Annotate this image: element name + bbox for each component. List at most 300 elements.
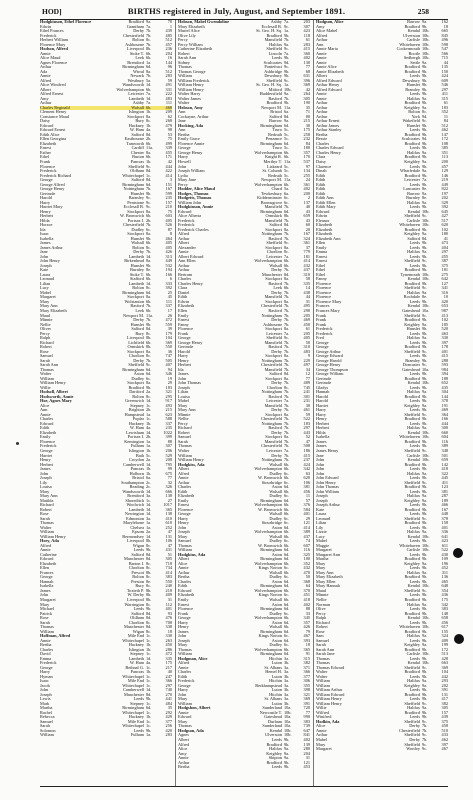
entry-volume: 5c. bbox=[146, 452, 152, 458]
entry-district: Leeds bbox=[409, 205, 420, 210]
entry-page: 236 bbox=[165, 46, 172, 52]
entry-district: Leeds bbox=[409, 489, 420, 494]
entry-page: 385 bbox=[441, 145, 448, 151]
entry-name: Bertha bbox=[178, 765, 190, 770]
entry-page: 75 bbox=[167, 208, 172, 214]
entry-name: Henry bbox=[316, 417, 327, 422]
entry-page: 584 bbox=[303, 506, 310, 512]
entry-name: Charles bbox=[178, 670, 192, 675]
entry-name: Agnes Florence bbox=[40, 60, 68, 65]
entry-name: James bbox=[178, 372, 189, 377]
entry-name: Mary Hannah bbox=[316, 584, 340, 589]
entry-volume: 6c. bbox=[284, 195, 290, 201]
entry-volume: 8a. bbox=[146, 149, 152, 155]
entry-district: Wigan bbox=[132, 629, 144, 634]
entry-page: 330 bbox=[441, 335, 448, 341]
entry-district: Leicester bbox=[266, 448, 282, 453]
entry-name: Hannah bbox=[316, 390, 330, 395]
entry-name: Mary bbox=[40, 602, 50, 607]
entry-volume: 8b. bbox=[146, 344, 152, 350]
entry-name: Herbert bbox=[316, 421, 330, 426]
entry-name: Daniel bbox=[178, 290, 190, 295]
entry-name: Leonard bbox=[316, 516, 331, 521]
entry-page: 508 bbox=[303, 443, 310, 449]
entry-page: 167 bbox=[165, 186, 172, 192]
entry-volume: 8c. bbox=[422, 109, 428, 115]
entry-page: 566 bbox=[441, 50, 448, 56]
entry-volume: 9d. bbox=[284, 59, 290, 65]
entry-volume: 1c. bbox=[146, 682, 152, 688]
entry-page: 18 bbox=[167, 628, 172, 634]
entry-volume: 10b. bbox=[284, 732, 292, 738]
entry-name: Mary bbox=[178, 643, 188, 648]
entry-name: Alfred bbox=[316, 33, 328, 38]
entry-page: 175 bbox=[441, 597, 448, 602]
entry-page: 77 bbox=[167, 475, 172, 481]
entry-name: Ann Ellen bbox=[178, 259, 196, 264]
entry-page: 1 bbox=[169, 23, 172, 29]
entry-volume: 8a. bbox=[146, 231, 152, 237]
entry-name: Fred bbox=[316, 336, 324, 341]
entry-page: 335 bbox=[303, 280, 310, 286]
entry-name: Bertha bbox=[178, 132, 190, 137]
entry-name: George bbox=[178, 146, 191, 151]
entry-district: Durham bbox=[267, 719, 282, 724]
entry-district: Stockport bbox=[265, 354, 282, 359]
entry-page: 205 bbox=[303, 330, 310, 336]
entry-page: 346 bbox=[165, 371, 172, 377]
entry-district: Bradford bbox=[266, 33, 282, 38]
entry-district: Sheffield bbox=[128, 363, 144, 368]
entry-volume: 1b. bbox=[146, 122, 152, 128]
entry-district: Aston bbox=[271, 552, 282, 557]
entry-district: Walsall bbox=[131, 241, 144, 246]
entry-page: 1022 bbox=[163, 429, 172, 435]
entry-name: Wilfred bbox=[316, 710, 330, 715]
entry-district: Carlisle bbox=[406, 218, 420, 223]
entry-volume: 9b. bbox=[422, 407, 428, 413]
entry-district: Nottingham bbox=[261, 232, 282, 237]
entry-volume: 7a. bbox=[284, 253, 290, 259]
entry-page: 410 bbox=[165, 515, 172, 521]
entry-page: 405 bbox=[165, 240, 172, 246]
entry-page: 604 bbox=[441, 434, 448, 440]
entry-volume: 7b. bbox=[422, 727, 428, 733]
entry-page: 351 bbox=[441, 149, 448, 155]
entry-name: Annie bbox=[316, 51, 327, 56]
entry-district: Sheffield bbox=[404, 349, 420, 354]
entry-volume: 6d. bbox=[284, 524, 290, 530]
entry-district: Bradford bbox=[404, 281, 420, 286]
entry-volume: 6b. bbox=[284, 154, 290, 160]
entry-district: Whitechapel bbox=[122, 638, 144, 643]
entry-name: Isaac bbox=[40, 232, 49, 237]
entry-page: 484 bbox=[165, 700, 172, 706]
entry-volume: 7b. bbox=[422, 736, 428, 742]
entry-name: Esther bbox=[40, 150, 51, 155]
entry-name: Ernest bbox=[40, 146, 51, 151]
entry-page: 167 bbox=[441, 506, 448, 512]
entry-volume: 9a. bbox=[284, 41, 290, 47]
entry-name: Fanny bbox=[316, 277, 327, 282]
entry-district: Ulverston bbox=[265, 733, 282, 738]
entry-district: Barnsley bbox=[128, 196, 144, 201]
entry-district: Bradford bbox=[404, 101, 420, 106]
entry-page: 310 bbox=[303, 271, 310, 277]
entry-name: Rose bbox=[316, 629, 325, 634]
entry-district: Whitechapel bbox=[122, 710, 144, 715]
entry-name: Arthur James bbox=[316, 123, 340, 128]
entry-volume: 9b. bbox=[422, 709, 428, 715]
entry-volume: 10b. bbox=[422, 660, 430, 666]
entry-district: Luton bbox=[271, 701, 282, 706]
entry-district: Leeds bbox=[409, 467, 420, 472]
entry-volume: 5c. bbox=[284, 127, 290, 133]
entry-district: Manchester bbox=[123, 692, 144, 697]
entry-page: 30 bbox=[305, 402, 310, 408]
entry-volume: 9a. bbox=[422, 321, 428, 327]
entry-page: 157 bbox=[165, 199, 172, 205]
entry-name: Joseph bbox=[40, 476, 52, 481]
entry-name: Margaret bbox=[40, 295, 56, 300]
entry-page: 423 bbox=[303, 28, 310, 34]
entry-district: Sheffield bbox=[404, 313, 420, 318]
entry-name: John bbox=[40, 254, 49, 259]
entry-page: 510 bbox=[441, 727, 448, 733]
entry-volume: 9b. bbox=[422, 443, 428, 449]
entry-name: Edith Alice bbox=[40, 132, 60, 137]
entry-page: 18 bbox=[305, 642, 310, 648]
entry-name: Margaret bbox=[316, 548, 332, 553]
entry-name: Mary Ann bbox=[316, 570, 334, 575]
entry-page: 321 bbox=[303, 691, 310, 697]
entry-page: 44 bbox=[443, 59, 448, 65]
entry-page: 283 bbox=[165, 73, 172, 79]
entry-district: Birmingham bbox=[260, 498, 282, 503]
entry-name: Ann bbox=[40, 408, 48, 413]
entry-page: 97 bbox=[305, 163, 310, 169]
entry-volume: 7b. bbox=[284, 235, 290, 241]
entry-name: John bbox=[178, 376, 187, 381]
entry-volume: 9b. bbox=[422, 520, 428, 526]
entry-name: Mary Ann bbox=[40, 304, 58, 309]
entry-volume: 1d. bbox=[146, 511, 152, 517]
entry-volume: 7b. bbox=[284, 344, 290, 350]
entry-district: Holborn bbox=[129, 471, 144, 476]
entry-volume: 5a. bbox=[284, 186, 290, 192]
entry-district: Newport M. bbox=[122, 313, 144, 318]
entry-page: 229 bbox=[303, 357, 310, 363]
entry-name: Thomas bbox=[178, 647, 192, 652]
entry-district: Whitehaven bbox=[399, 223, 420, 228]
entry-district: Dudley bbox=[131, 376, 144, 381]
entry-district: Kendal bbox=[407, 209, 420, 214]
entry-volume: 8c. bbox=[146, 619, 152, 625]
entry-name: William bbox=[178, 652, 192, 657]
entry-page: 333 bbox=[165, 280, 172, 286]
entry-volume: 9b. bbox=[146, 696, 152, 702]
entry-page: 104 bbox=[165, 335, 172, 341]
entry-volume: 1c. bbox=[146, 402, 152, 408]
entry-district: Basford bbox=[268, 281, 282, 286]
entry-name: Annie Elizabeth bbox=[316, 69, 344, 74]
entry-name: Charles bbox=[178, 485, 192, 490]
entry-volume: 1c. bbox=[146, 637, 152, 643]
entry-district: Birmingham bbox=[260, 584, 282, 589]
entry-name: Alice Maud bbox=[40, 56, 61, 61]
entry-page: 183 bbox=[303, 420, 310, 426]
entry-name: Arthur bbox=[40, 101, 52, 106]
entry-name: Robert bbox=[316, 625, 328, 630]
entry-name: Ralph bbox=[316, 616, 327, 621]
entry-page: 652 bbox=[441, 380, 448, 386]
entry-name: Oliver bbox=[40, 327, 51, 332]
entry-name: Ann bbox=[178, 110, 186, 115]
entry-name: Arthur bbox=[316, 733, 328, 738]
entry-page: 241 bbox=[303, 389, 310, 395]
entry-page: 449 bbox=[165, 258, 172, 264]
entry-volume: 1b. bbox=[146, 109, 152, 115]
entry-volume: 6b. bbox=[284, 466, 290, 472]
entry-district: Liverpool bbox=[127, 336, 144, 341]
entry-name: Ida bbox=[178, 367, 184, 372]
entry-volume: 8d. bbox=[422, 235, 428, 241]
page-header bbox=[0, 6, 473, 20]
entry-district: Dudley bbox=[269, 611, 282, 616]
entry-district: Derby bbox=[409, 724, 420, 729]
entry-volume: 10b. bbox=[422, 434, 430, 440]
entry-page: 795 bbox=[165, 461, 172, 467]
entry-district: Wolstanton bbox=[124, 299, 144, 304]
entry-district: Leeds bbox=[409, 245, 420, 250]
entry-volume: 8c. bbox=[146, 542, 152, 548]
entry-volume: 11a. bbox=[284, 158, 292, 164]
entry-district: Sedbergh bbox=[403, 56, 420, 61]
entry-district: Whitehaven bbox=[399, 625, 420, 630]
entry-page: 436 bbox=[441, 592, 448, 598]
entry-page: 414 bbox=[303, 524, 310, 530]
entry-district: Salford bbox=[407, 236, 420, 241]
entry-name: Clara bbox=[178, 286, 188, 291]
entry-district: Birmingham bbox=[260, 629, 282, 634]
entry-district: Salford bbox=[131, 132, 144, 137]
entry-page: 389 bbox=[303, 529, 310, 535]
entry-page: 450 bbox=[303, 321, 310, 327]
entry-volume: 3a. bbox=[146, 493, 152, 499]
entry-name: Emma bbox=[316, 250, 328, 255]
entry-page: 414 bbox=[165, 569, 172, 575]
entry-page: 202 bbox=[441, 195, 448, 201]
entry-volume: 6c. bbox=[146, 375, 152, 381]
entry-volume: 8a. bbox=[284, 226, 290, 232]
entry-volume: 1c. bbox=[146, 718, 152, 724]
entry-name: George bbox=[40, 178, 53, 183]
entry-volume: 1b. bbox=[146, 669, 152, 675]
entry-page: 469 bbox=[303, 317, 310, 323]
entry-volume: 9b. bbox=[422, 204, 428, 210]
entry-district: Pancras bbox=[130, 159, 144, 164]
entry-district: Wolverhampton bbox=[254, 259, 282, 264]
entry-volume: 9c. bbox=[422, 732, 428, 738]
entry-district: Kendal bbox=[407, 277, 420, 282]
entry-page: 37 bbox=[305, 244, 310, 250]
entry-volume: 8c. bbox=[146, 244, 152, 250]
entry-district: Walsall bbox=[269, 570, 282, 575]
entry-page: 43 bbox=[305, 208, 310, 214]
register-entry-row bbox=[316, 747, 448, 752]
entry-page: 186 bbox=[303, 447, 310, 453]
entry-name: George bbox=[40, 448, 53, 453]
entry-district: Hackney bbox=[128, 421, 144, 426]
entry-volume: 8d. bbox=[146, 326, 152, 332]
entry-district: Penistone bbox=[127, 200, 144, 205]
entry-name: James bbox=[316, 439, 327, 444]
entry-name: Ada bbox=[40, 69, 48, 74]
entry-district: Bradford bbox=[404, 173, 420, 178]
entry-district: W. Bromwich bbox=[258, 476, 282, 481]
entry-name: Lily bbox=[316, 525, 324, 530]
entry-district: Leeds bbox=[409, 74, 420, 79]
entry-district: W. Ham bbox=[129, 661, 144, 666]
entry-page: 41 bbox=[443, 235, 448, 241]
entry-name: Howell bbox=[178, 159, 191, 164]
entry-district: St. Geo. H. Sq. bbox=[256, 83, 282, 88]
entry-district: Walsall bbox=[131, 105, 144, 110]
entry-name: Harry bbox=[178, 688, 189, 693]
entry-page: 598 bbox=[441, 41, 448, 47]
entry-district: Bradford bbox=[266, 760, 282, 765]
entry-page: 1017 bbox=[163, 502, 172, 508]
entry-volume: 9b. bbox=[422, 344, 428, 350]
entry-name: Harold bbox=[316, 399, 328, 404]
entry-name: Frances bbox=[40, 570, 54, 575]
entry-page: 631 bbox=[303, 73, 310, 79]
entry-page: 354 bbox=[441, 587, 448, 593]
entry-name: William Henry bbox=[178, 87, 204, 92]
entry-name: Charles bbox=[178, 579, 192, 584]
entry-district: Stourbridge bbox=[261, 521, 282, 526]
entry-page: 256 bbox=[165, 723, 172, 729]
entry-volume: 10a. bbox=[422, 308, 430, 313]
entry-name: Frederick bbox=[40, 661, 57, 666]
entry-volume: 8c. bbox=[146, 583, 152, 589]
entry-name: Florence Mary bbox=[316, 299, 342, 304]
entry-page: 305 bbox=[441, 705, 448, 711]
entry-district: Bradford bbox=[128, 385, 144, 390]
entry-volume: 10b. bbox=[422, 547, 430, 553]
entry-name: Charles bbox=[40, 647, 54, 652]
entry-name: James Henry bbox=[316, 448, 339, 453]
entry-page: 647 bbox=[303, 727, 310, 733]
entry-name: Margaret bbox=[40, 598, 56, 602]
entry-name: Gertrude bbox=[316, 381, 332, 386]
entry-district: Hampstead bbox=[124, 412, 144, 417]
entry-volume: 6d. bbox=[284, 140, 290, 146]
entry-page: 2 bbox=[307, 195, 310, 201]
entry-page: 19 bbox=[167, 375, 172, 381]
entry-volume: 7b. bbox=[146, 41, 152, 47]
entry-name: Margaret Ann bbox=[316, 552, 340, 557]
entry-volume: 5c. bbox=[284, 172, 290, 178]
entry-page: 442 bbox=[441, 673, 448, 679]
entry-name: Walter bbox=[40, 372, 52, 377]
entry-name: Albert bbox=[40, 87, 51, 92]
entry-name: Mabel bbox=[178, 399, 189, 404]
entry-district: Stockport bbox=[265, 299, 282, 304]
entry-name: William Henry bbox=[178, 458, 204, 463]
entry-page: 402 bbox=[303, 186, 310, 192]
entry-district: Birmingham bbox=[260, 557, 282, 562]
entry-page: 286 bbox=[165, 646, 172, 652]
entry-page: 219 bbox=[441, 177, 448, 183]
entry-name: Edward Ernest bbox=[40, 128, 66, 133]
entry-page: 479 bbox=[165, 122, 172, 128]
entry-volume: 6b. bbox=[284, 569, 290, 575]
entry-district: Islington bbox=[128, 647, 144, 652]
entry-district: Sheffield bbox=[266, 78, 282, 83]
entry-page: 341 bbox=[441, 285, 448, 291]
entry-page: 121 bbox=[303, 759, 310, 765]
entry-page: 458 bbox=[441, 723, 448, 729]
entry-name: William John bbox=[178, 200, 202, 205]
entry-district: Bradford bbox=[404, 462, 420, 467]
entry-district: Bethnal G. bbox=[125, 665, 144, 670]
entry-name: Annie bbox=[316, 92, 327, 97]
entry-page: 393 bbox=[303, 637, 310, 643]
entry-volume: 7b. bbox=[284, 357, 290, 363]
entry-page: 200 bbox=[441, 158, 448, 164]
entry-page: 338 bbox=[165, 624, 172, 630]
entry-district: Aston bbox=[271, 485, 282, 490]
entry-volume: 9b. bbox=[422, 574, 428, 580]
entry-name: Gertrude bbox=[40, 191, 56, 196]
entry-district: Hemel H. bbox=[265, 670, 282, 675]
entry-volume: 1c. bbox=[146, 664, 152, 670]
entry-page: 550 bbox=[165, 344, 172, 350]
entry-volume: 9a. bbox=[422, 104, 428, 110]
entry-district: Leeds bbox=[271, 765, 282, 770]
entry-volume: 8d. bbox=[146, 691, 152, 697]
entry-volume: 7b. bbox=[284, 289, 290, 295]
entry-page: 658 bbox=[441, 615, 448, 621]
entry-volume: 10a. bbox=[422, 366, 430, 372]
entry-volume: 9a. bbox=[422, 20, 428, 24]
entry-volume: 8a. bbox=[146, 113, 152, 119]
entry-name: Hobson, Amy bbox=[178, 105, 203, 110]
entry-district: Halifax bbox=[407, 634, 420, 639]
entry-district: St. Geo. H. Sq. bbox=[256, 29, 282, 34]
entry-volume: 9c. bbox=[146, 204, 152, 210]
entry-district: Lancaster bbox=[403, 187, 420, 192]
entry-district: Hackney bbox=[128, 123, 144, 128]
entry-page: 512 bbox=[165, 37, 172, 43]
entry-district: York bbox=[411, 114, 420, 119]
entry-district: Dudley bbox=[269, 575, 282, 580]
entry-page: 61 bbox=[443, 100, 448, 106]
entry-name: Minnie bbox=[40, 318, 53, 323]
entry-page: 663 bbox=[441, 660, 448, 666]
entry-name: Richard bbox=[40, 340, 54, 345]
entry-page: 190 bbox=[303, 100, 310, 106]
entry-volume: 4a. bbox=[146, 425, 152, 431]
entry-page: 98 bbox=[167, 127, 172, 133]
entry-page: 360 bbox=[303, 50, 310, 56]
entry-name: James bbox=[40, 241, 51, 246]
entry-volume: 6b. bbox=[284, 149, 290, 155]
entry-name: George William bbox=[316, 372, 344, 377]
entry-volume: 6c. bbox=[284, 574, 290, 580]
entry-name: Bertha bbox=[40, 643, 52, 648]
